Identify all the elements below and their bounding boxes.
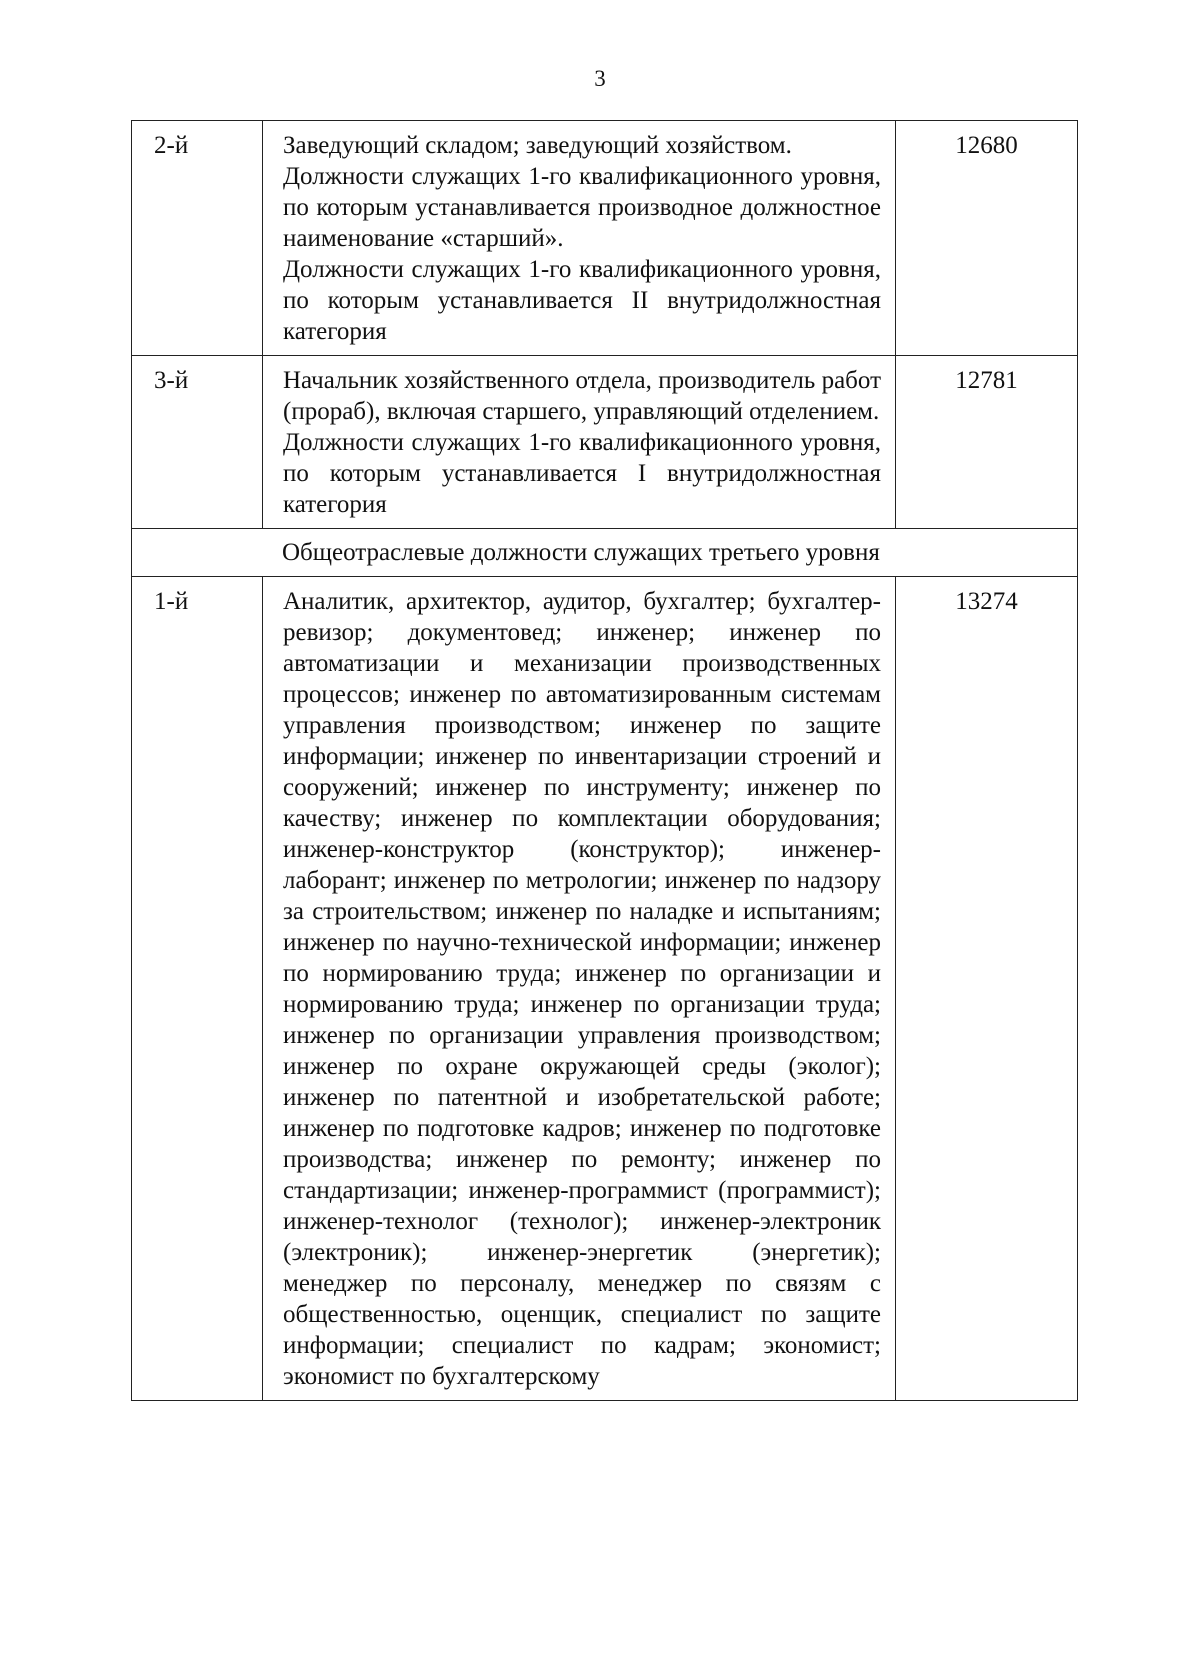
salary-value: 12781	[896, 356, 1078, 529]
salary-value: 13274	[896, 577, 1078, 1401]
salary-table	[131, 120, 1078, 1401]
section-header: Общеотраслевые должности служащих третьего уровня	[132, 529, 1078, 577]
table-row-level-2	[132, 121, 1078, 356]
qualification-level: 3-й	[132, 356, 263, 529]
positions-paragraph: Аналитик, архитектор, аудитор, бухгалтер; бухгалтер-ревизор; документовед; инженер; инженер по автоматизации и механизации производственных процессов; инженер по автоматизированным системам управления производством; инженер по защите информации; инженер по инвентаризации строений и сооружений; инженер по инструменту; инженер по качеству; инженер по комплектации оборудования; инженер-конструктор (конструктор); инженер-лаборант; инженер по метрологии; инженер по надзору за строительством; инженер по наладке и испытаниям; инженер по научно-технической информации; инженер по нормированию труда; инженер по организации и нормированию труда; инженер по организации труда; инженер по организации управления производством; инженер по охране окружающей среды (эколог); инженер по патентной и изобретательской работе; инженер по подготовке кадров; инженер по подготовке производства; инженер по ремонту; инженер по стандартизации; инженер-программист (программист); инженер-технолог (технолог); инженер-электроник (электроник); инженер-энергетик (энергетик); менеджер по персоналу, менеджер по связям с общественностью, оценщик, специалист по защите информации; специалист по кадрам; экономист; экономист по бухгалтерскому	[283, 588, 881, 1390]
salary-value: 12680	[896, 121, 1078, 356]
positions-paragraph: Начальник хозяйственного отдела, производитель работ (прораб), включая старшего, управляющий отделением.	[283, 367, 881, 425]
positions-description	[263, 577, 896, 1401]
positions-paragraph: Должности служащих 1-го квалификационного уровня, по которым устанавливается производное должностное наименование «старший».	[283, 163, 881, 252]
positions-description	[263, 356, 896, 529]
table-row-level-1	[132, 577, 1078, 1401]
table-section-row	[132, 529, 1078, 577]
qualification-level: 1-й	[132, 577, 263, 1401]
positions-paragraph: Заведующий складом; заведующий хозяйством.	[283, 132, 792, 159]
positions-description	[263, 121, 896, 356]
page-number: 3	[594, 66, 606, 91]
table-row-level-3	[132, 356, 1078, 529]
positions-paragraph: Должности служащих 1-го квалификационного уровня, по которым устанавливается II внутридолжностная категория	[283, 256, 881, 345]
positions-paragraph: Должности служащих 1-го квалификационного уровня, по которым устанавливается I внутридолжностная категория	[283, 429, 881, 518]
qualification-level: 2-й	[132, 121, 263, 356]
